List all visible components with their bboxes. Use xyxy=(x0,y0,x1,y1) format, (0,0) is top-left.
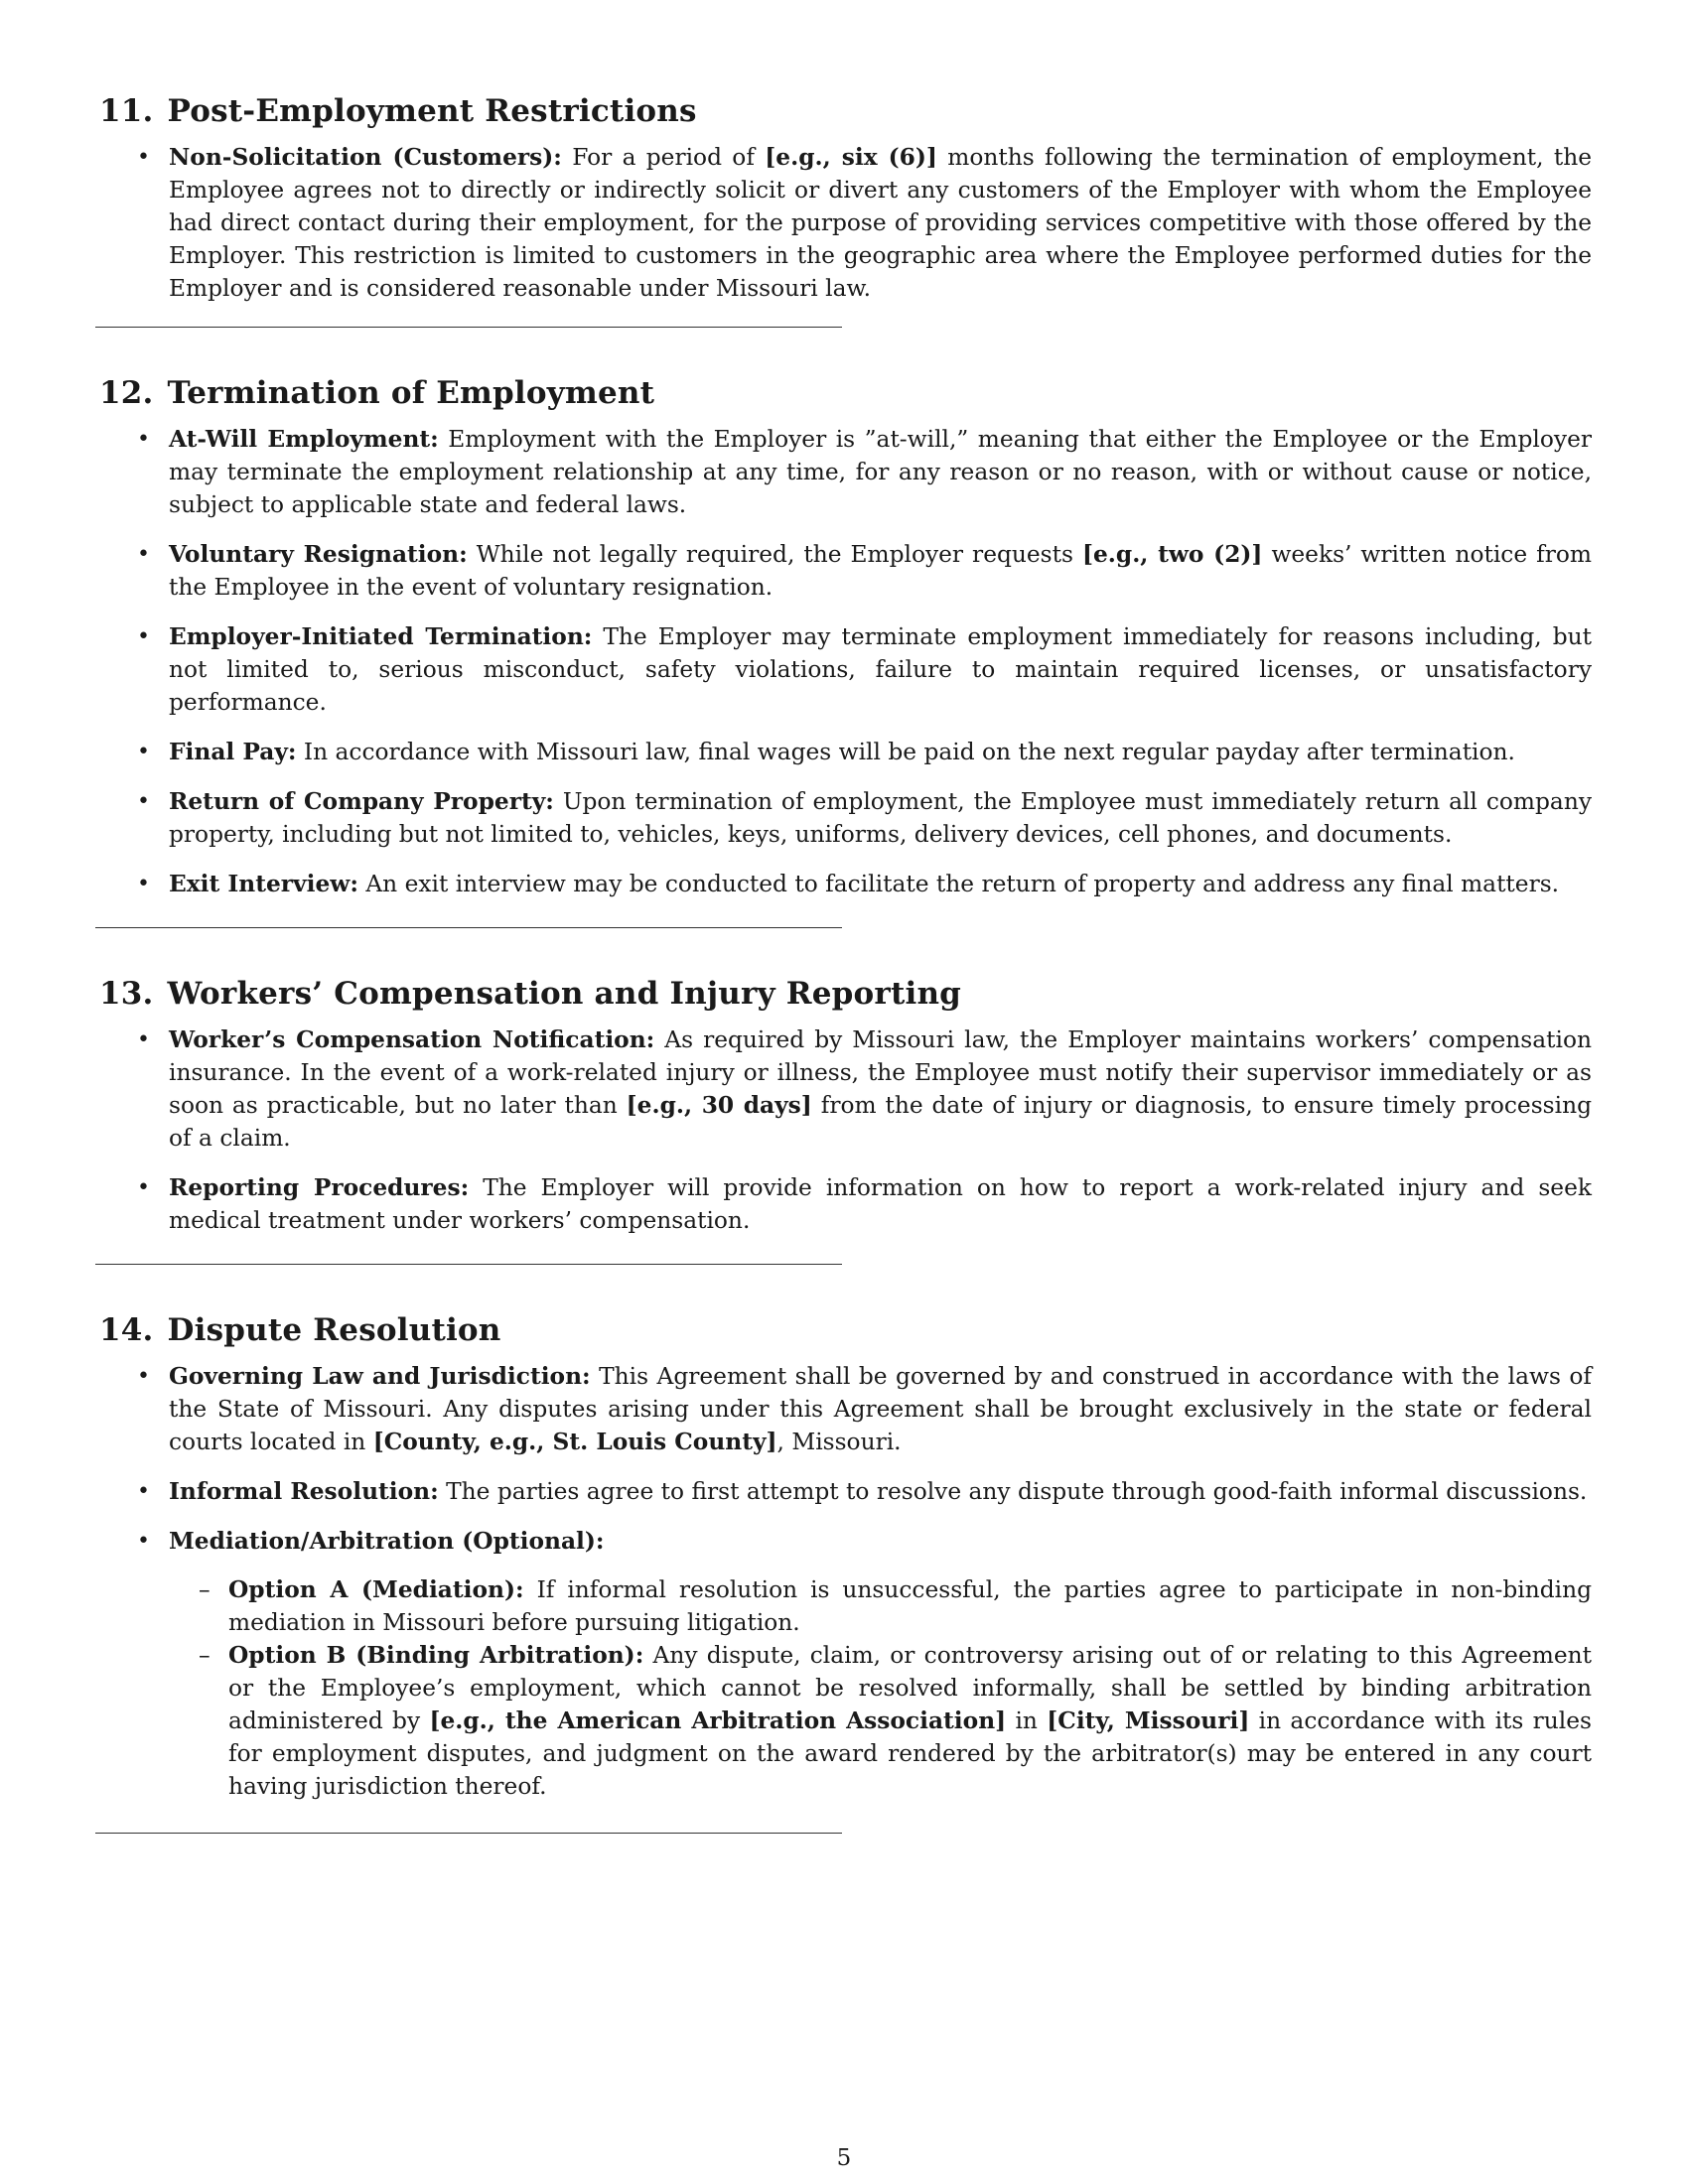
section-heading xyxy=(99,373,1592,413)
option-a-mediation xyxy=(169,1573,1592,1639)
section-number: 12. xyxy=(99,375,154,411)
section-number: 13. xyxy=(99,976,154,1012)
clause-list xyxy=(99,141,1592,305)
section-number: 14. xyxy=(99,1312,154,1348)
clause-text: While not legally required, the Employer requests xyxy=(467,541,1082,568)
clause-list xyxy=(99,423,1592,900)
clause-list xyxy=(99,1024,1592,1237)
section-number: 11. xyxy=(99,93,154,129)
section-title: Workers’ Compensation and Injury Reporting xyxy=(167,976,962,1012)
clause-text: In accordance with Missouri law, final wages will be paid on the next regular payday after termination. xyxy=(296,739,1515,765)
section-divider xyxy=(95,927,842,928)
clause-text: An exit interview may be conducted to facilitate the return of property and address any final matters. xyxy=(357,871,1560,897)
clause-text: , Missouri. xyxy=(776,1429,902,1455)
clause-text: Employment with the Employer is ”at-will,” meaning that either the Employee or the Employer may terminate the employment relationship at any time, for any reason or no reason, with or without cause or notice, subject to applicable state and federal laws. xyxy=(169,426,1592,518)
clause-term: Final Pay: xyxy=(169,739,297,765)
clause-final-pay xyxy=(99,736,1592,768)
clause-text: For a period of xyxy=(561,144,766,171)
clause-text: This Agreement shall be governed by and construed in accordance with the laws of the State of Missouri. Any disputes arising under this Agreement shall be brought exclusively in the state or federal courts located in xyxy=(169,1363,1593,1455)
divider-wrap xyxy=(99,327,1592,328)
placeholder-field: [e.g., six (6)] xyxy=(765,144,937,171)
section-title: Post-Employment Restrictions xyxy=(167,93,697,129)
document-page xyxy=(99,91,1592,1834)
clause-text: The parties agree to first attempt to resolve any dispute through good-faith informal discussions. xyxy=(438,1478,1588,1505)
section-heading xyxy=(99,974,1592,1014)
placeholder-field: [e.g., the American Arbitration Association] xyxy=(429,1707,1007,1734)
clause-text: Upon termination of employment, the Employee must immediately return all company property, including but not limited to, vehicles, keys, uniforms, delivery devices, cell phones, and documents. xyxy=(169,788,1592,848)
clause-term: Exit Interview: xyxy=(169,871,358,897)
clause-term: Mediation/Arbitration (Optional): xyxy=(169,1528,605,1555)
clause-term: Employer-Initiated Termination: xyxy=(169,623,593,650)
section-heading xyxy=(99,1310,1592,1350)
section-heading xyxy=(99,91,1592,131)
clause-workers-compensation-notification xyxy=(99,1024,1592,1155)
placeholder-field: [County, e.g., St. Louis County] xyxy=(372,1429,777,1455)
option-text: If informal resolution is unsuccessful, the parties agree to participate in non-binding mediation in Missouri before pursuing litigation. xyxy=(228,1576,1592,1636)
section-termination-of-employment xyxy=(99,373,1592,928)
page-number: 5 xyxy=(836,2145,852,2171)
placeholder-field: [City, Missouri] xyxy=(1047,1707,1250,1734)
clause-employer-initiated-termination xyxy=(99,620,1592,719)
clause-list xyxy=(99,1360,1592,1803)
clause-reporting-procedures xyxy=(99,1171,1592,1237)
section-post-employment-restrictions xyxy=(99,91,1592,328)
option-b-binding-arbitration xyxy=(169,1639,1592,1803)
clause-non-solicitation xyxy=(99,141,1592,305)
clause-term: Worker’s Compensation Notification: xyxy=(169,1026,655,1053)
option-term: Option B (Binding Arbitration): xyxy=(228,1642,644,1669)
clause-voluntary-resignation xyxy=(99,538,1592,604)
section-divider xyxy=(95,1833,842,1834)
option-term: Option A (Mediation): xyxy=(228,1576,524,1603)
option-text: in accordance with its rules for employment disputes, and judgment on the award rendered by the arbitrator(s) may be entered in any court having jurisdiction thereof. xyxy=(228,1707,1592,1800)
clause-governing-law xyxy=(99,1360,1592,1458)
clause-term: At-Will Employment: xyxy=(169,426,439,453)
clause-term: Return of Company Property: xyxy=(169,788,554,815)
clause-text: As required by Missouri law, the Employer maintains workers’ compensation insurance. In the event of a work-related injury or illness, the Employee must notify their supervisor immediately or as soon as practicable, but no later than xyxy=(169,1026,1592,1119)
clause-text: from the date of injury or diagnosis, to ensure timely processing of a claim. xyxy=(169,1092,1592,1152)
clause-term: Non-Solicitation (Customers): xyxy=(169,144,562,171)
clause-text: The Employer may terminate employment immediately for reasons including, but not limited to, serious misconduct, safety violations, failure to maintain required licenses, or unsatisfactory performance. xyxy=(169,623,1592,716)
clause-informal-resolution xyxy=(99,1475,1592,1508)
clause-term: Reporting Procedures: xyxy=(169,1174,470,1201)
clause-return-of-company-property xyxy=(99,785,1592,851)
option-list xyxy=(169,1573,1592,1803)
clause-term: Voluntary Resignation: xyxy=(169,541,468,568)
divider-wrap xyxy=(99,1833,1592,1834)
section-workers-compensation xyxy=(99,974,1592,1265)
option-text: in xyxy=(1006,1707,1048,1734)
divider-wrap xyxy=(99,927,1592,928)
clause-text: weeks’ written notice from the Employee in the event of voluntary resignation. xyxy=(169,541,1593,601)
section-divider xyxy=(95,327,842,328)
clause-term: Informal Resolution: xyxy=(169,1478,439,1505)
divider-wrap xyxy=(99,1264,1592,1265)
section-divider xyxy=(95,1264,842,1265)
placeholder-field: [e.g., 30 days] xyxy=(626,1092,812,1119)
placeholder-field: [e.g., two (2)] xyxy=(1081,541,1263,568)
option-text: Any dispute, claim, or controversy arising out of or relating to this Agreement or the Employee’s employment, which cannot be resolved informally, shall be settled by binding arbitration administered by xyxy=(228,1642,1592,1734)
clause-text: The Employer will provide information on how to report a work-related injury and seek medical treatment under workers’ compensation. xyxy=(169,1174,1592,1234)
clause-term: Governing Law and Jurisdiction: xyxy=(169,1363,591,1390)
clause-text: months following the termination of employment, the Employee agrees not to directly or indirectly solicit or divert any customers of the Employer with whom the Employee had direct contact during their employment, for the purpose of providing services competitive with those offered by the Employer. This restriction is limited to customers in the geographic area where the Employee performed duties for the Employer and is considered reasonable under Missouri law. xyxy=(169,144,1593,302)
clause-mediation-arbitration xyxy=(99,1525,1592,1803)
section-title: Dispute Resolution xyxy=(167,1312,501,1348)
clause-at-will-employment xyxy=(99,423,1592,521)
section-dispute-resolution xyxy=(99,1310,1592,1834)
section-title: Termination of Employment xyxy=(167,375,655,411)
clause-exit-interview xyxy=(99,868,1592,900)
